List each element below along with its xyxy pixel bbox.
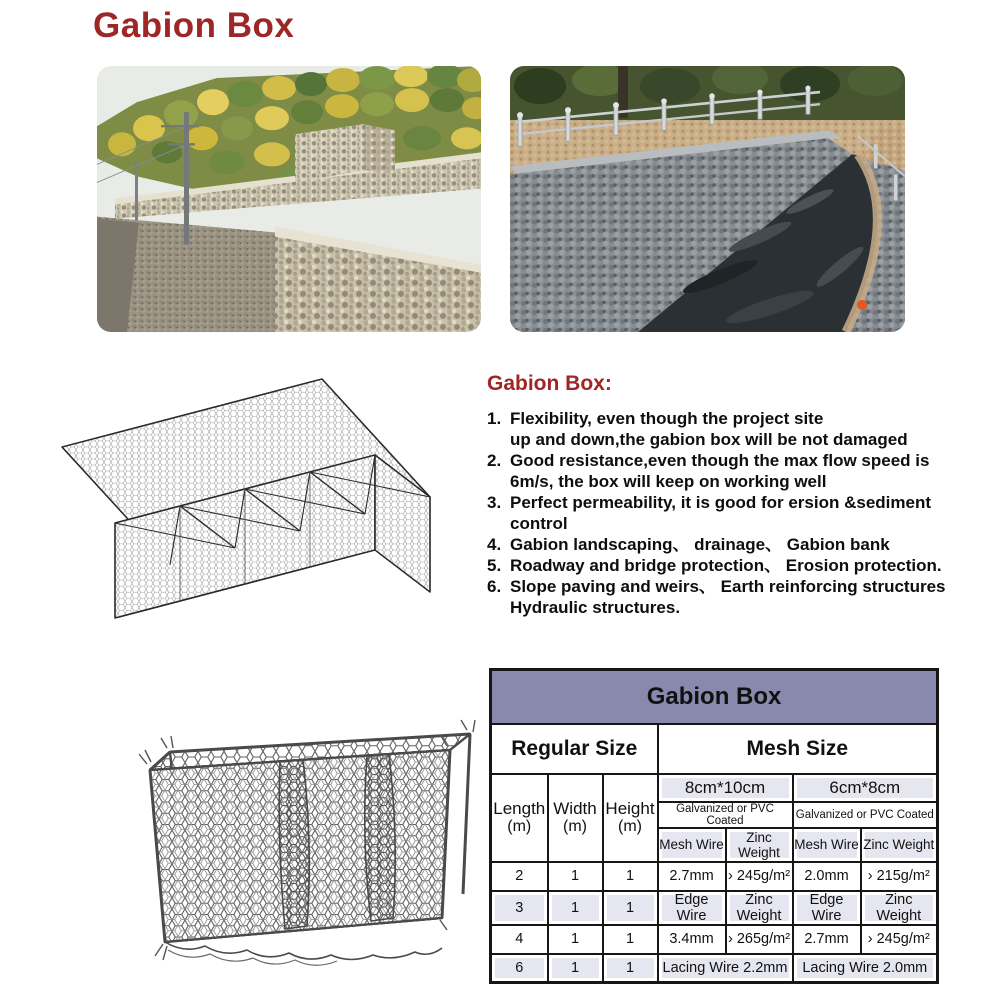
spec-cell: 3.4mm	[658, 925, 726, 954]
feature-line: Gabion landscaping、 drainage、 Gabion bank	[510, 535, 890, 554]
spec-cell: 1	[603, 891, 658, 925]
length-header: Length (m)	[491, 774, 548, 862]
subheader-zinc-weight: Zinc Weight	[726, 828, 793, 862]
feature-line: Flexibility, even though the project site	[510, 409, 824, 428]
photo-gabion-river-channel	[510, 66, 905, 332]
feature-item	[487, 555, 992, 576]
features-heading: Gabion Box:	[487, 372, 612, 395]
features-section	[487, 372, 992, 618]
subheader-mesh-wire: Mesh Wire	[793, 828, 861, 862]
feature-number: 2.	[487, 451, 502, 470]
spec-cell: › 265g/m²	[726, 925, 793, 954]
spec-cell: 4	[491, 925, 548, 954]
coating-6x8: Galvanized or PVC Coated	[793, 802, 938, 828]
spec-cell: 1	[548, 954, 603, 983]
coating-8x10: Galvanized or PVC Coated	[658, 802, 793, 828]
feature-line: Hydraulic structures.	[510, 598, 681, 617]
mesh-size-8x10: 8cm*10cm	[658, 774, 793, 802]
feature-line: control	[510, 514, 568, 533]
feature-line: Perfect permeability, it is good for ersion &sediment	[510, 493, 931, 512]
feature-number: 6.	[487, 577, 502, 596]
feature-item	[487, 450, 992, 492]
page-title: Gabion Box	[93, 6, 295, 45]
feature-item	[487, 576, 992, 618]
subheader-mesh-wire: Mesh Wire	[658, 828, 726, 862]
spec-cell-lacing-wire: Lacing Wire 2.0mm	[793, 954, 938, 983]
mesh-size-header: Mesh Size	[658, 724, 938, 774]
spec-cell: 1	[603, 862, 658, 891]
width-header: Width (m)	[548, 774, 603, 862]
feature-line: up and down,the gabion box will be not damaged	[510, 430, 908, 449]
diagram-gabion-mesh-basket	[55, 712, 485, 990]
photo-gabion-wall-railway-art	[97, 66, 481, 332]
spec-cell: 2.0mm	[793, 862, 861, 891]
spec-cell: 1	[548, 862, 603, 891]
spec-cell: 6	[491, 954, 548, 983]
feature-number: 5.	[487, 556, 502, 575]
spec-cell: 1	[548, 925, 603, 954]
regular-size-header: Regular Size	[491, 724, 658, 774]
spec-cell: 2	[491, 862, 548, 891]
spec-table	[489, 668, 939, 984]
spec-cell: Zinc Weight	[861, 891, 938, 925]
feature-item	[487, 534, 992, 555]
spec-cell-lacing-wire: Lacing Wire 2.2mm	[658, 954, 793, 983]
spec-cell: 2.7mm	[658, 862, 726, 891]
spec-cell: Edge Wire	[658, 891, 726, 925]
table-title: Gabion Box	[491, 670, 938, 724]
feature-item	[487, 492, 992, 534]
spec-cell: 2.7mm	[793, 925, 861, 954]
feature-line: 6m/s, the box will keep on working well	[510, 472, 827, 491]
spec-cell: Zinc Weight	[726, 891, 793, 925]
mesh-size-6x8: 6cm*8cm	[793, 774, 938, 802]
table-row	[491, 925, 938, 954]
diagram-mesh-basket-art	[55, 712, 485, 990]
table-row	[491, 891, 938, 925]
spec-cell: › 245g/m²	[726, 862, 793, 891]
table-row	[491, 954, 938, 983]
diagram-gabion-box-open-lid	[55, 356, 485, 656]
subheader-zinc-weight: Zinc Weight	[861, 828, 938, 862]
feature-line: Slope paving and weirs、 Earth reinforcing structures	[510, 577, 946, 596]
table-row	[491, 862, 938, 891]
spec-cell: 1	[603, 925, 658, 954]
feature-number: 4.	[487, 535, 502, 554]
photo-gabion-wall-railway	[97, 66, 481, 332]
spec-cell: 1	[603, 954, 658, 983]
photo-gabion-river-channel-art	[510, 66, 905, 332]
height-header: Height (m)	[603, 774, 658, 862]
feature-item	[487, 408, 992, 450]
spec-cell: › 245g/m²	[861, 925, 938, 954]
diagram-open-lid-art	[55, 356, 485, 656]
feature-line: Good resistance,even though the max flow speed is	[510, 451, 930, 470]
spec-cell: Edge Wire	[793, 891, 861, 925]
feature-number: 1.	[487, 409, 502, 428]
feature-line: Roadway and bridge protection、 Erosion protection.	[510, 556, 942, 575]
spec-cell: 3	[491, 891, 548, 925]
spec-cell: › 215g/m²	[861, 862, 938, 891]
feature-number: 3.	[487, 493, 502, 512]
spec-cell: 1	[548, 891, 603, 925]
